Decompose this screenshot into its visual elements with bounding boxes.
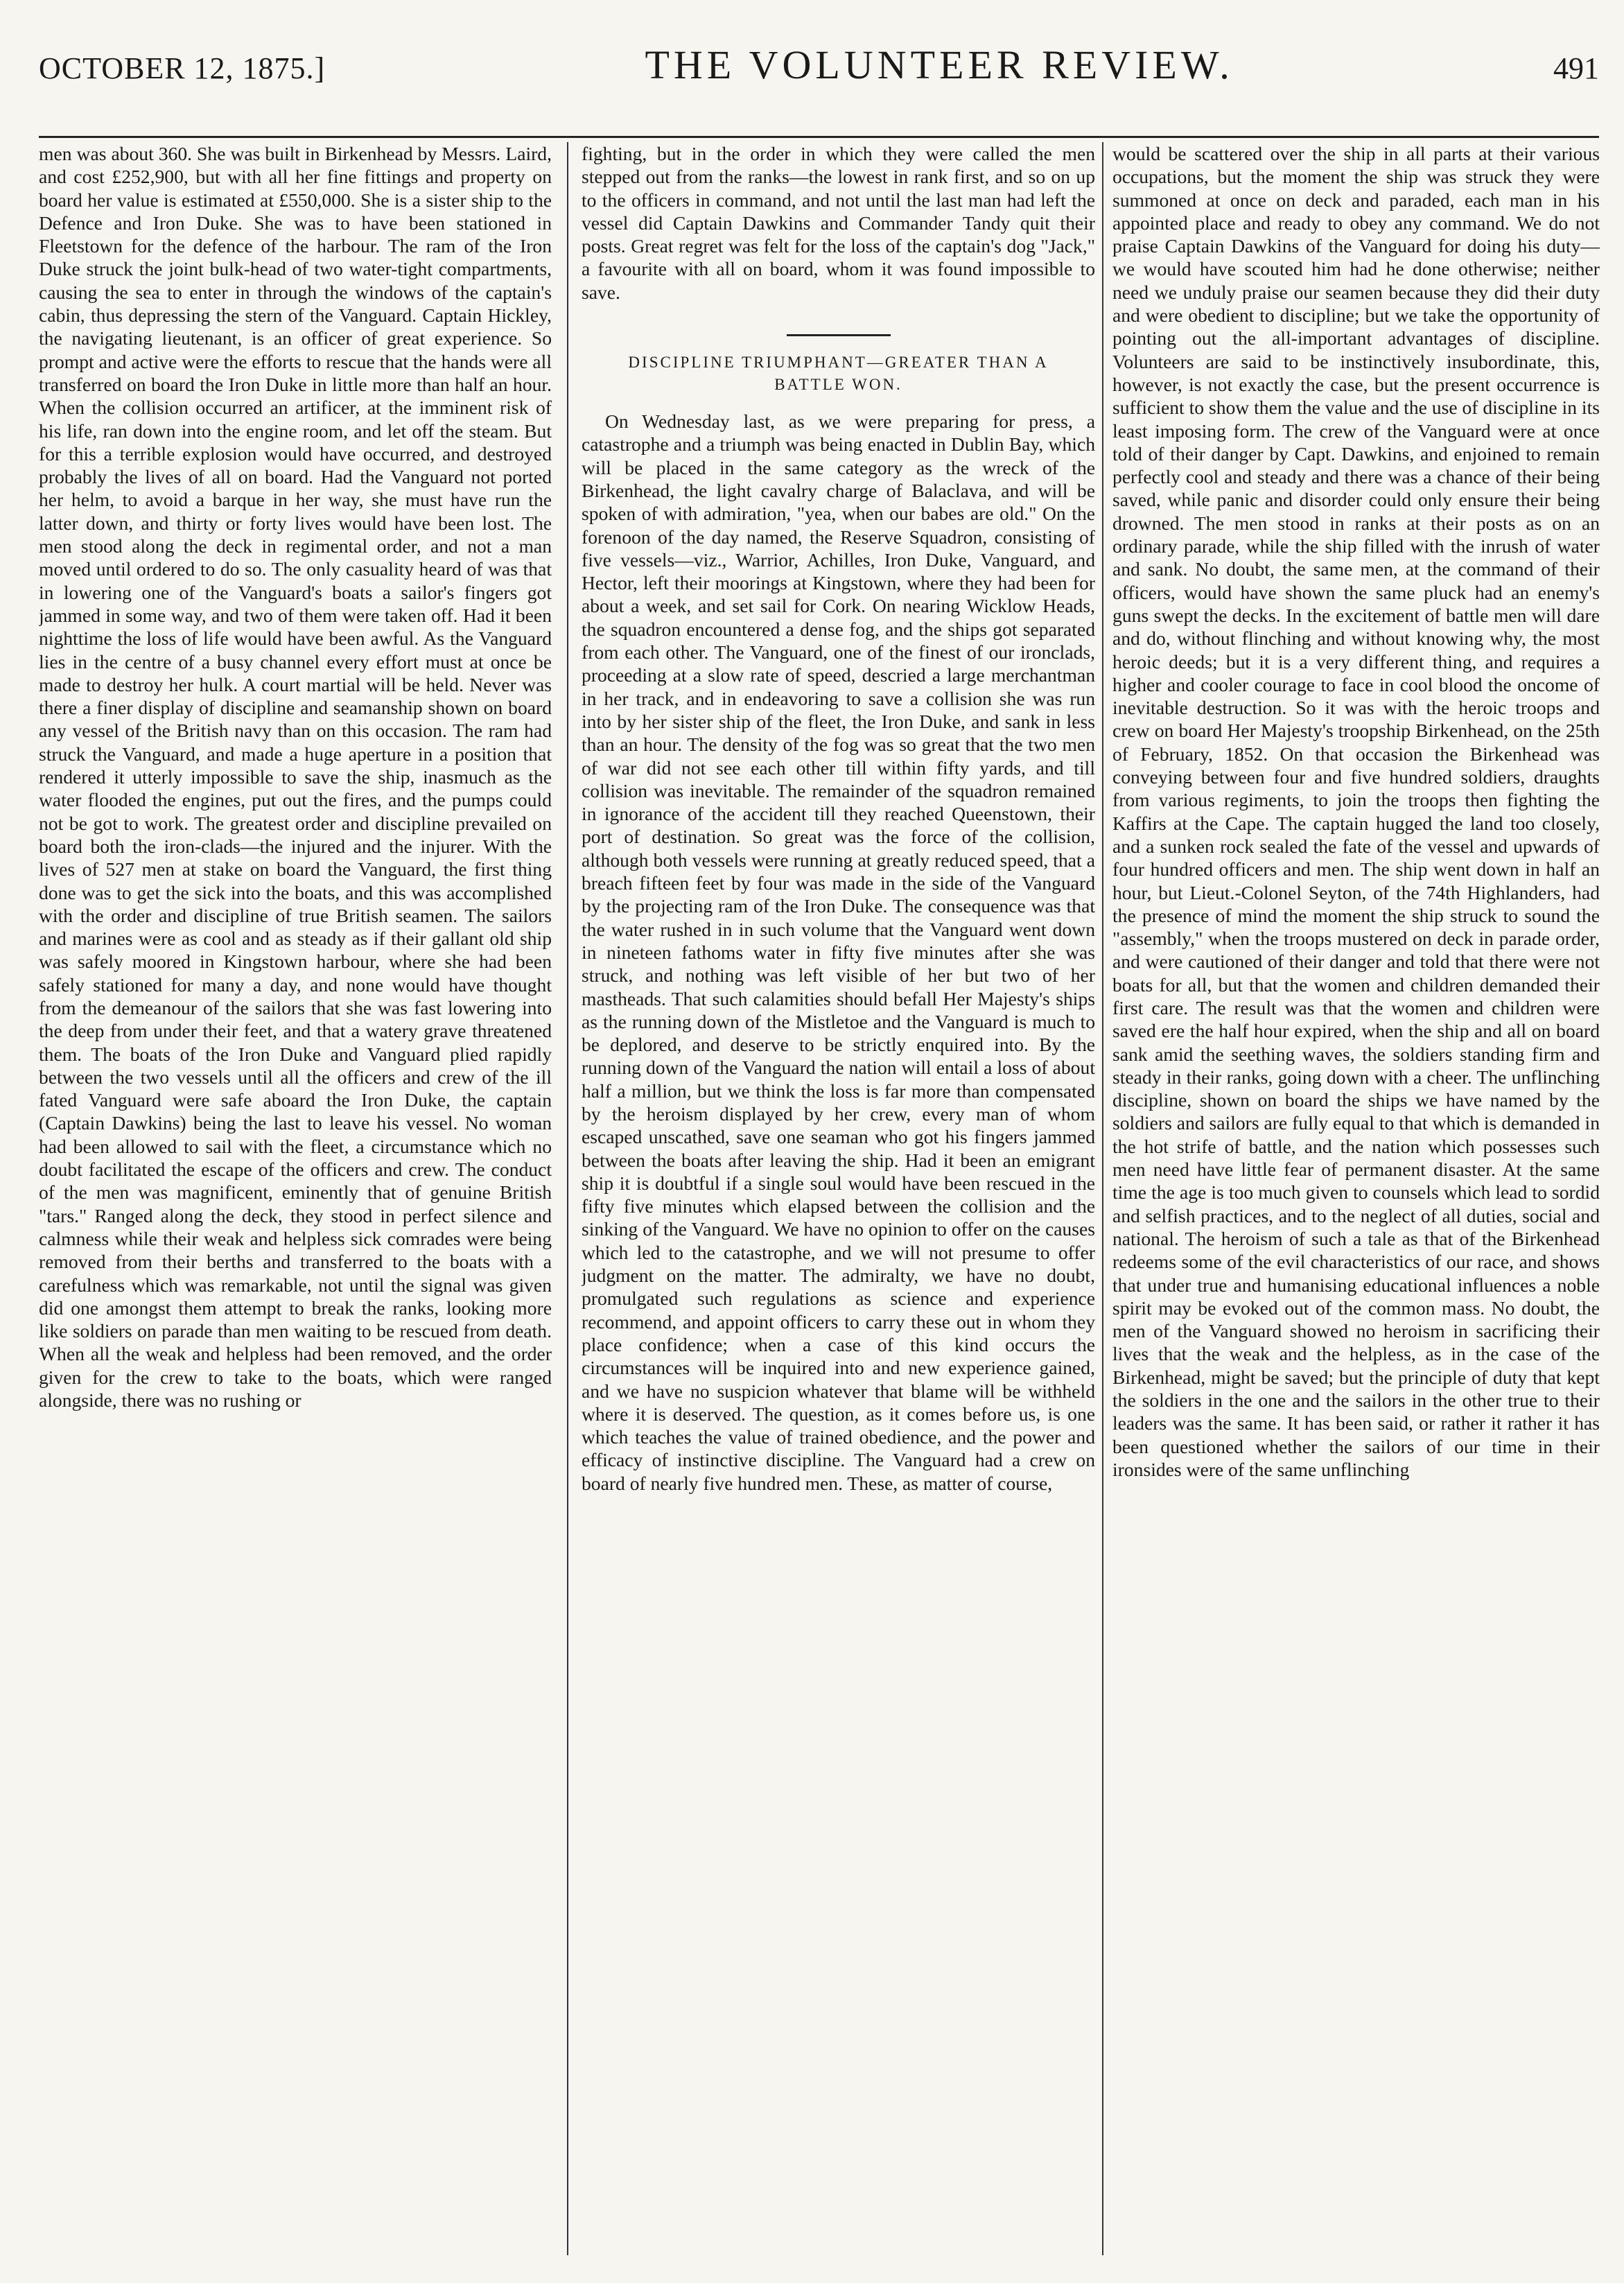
article-heading xyxy=(582,351,1095,396)
paragraph: fighting, but in the order in which they were called the men stepped out from the ranks—the lowest in rank first, and so on up to the officers in command, and not until the last man had left the vessel did Captain Dawkins and Commander Tandy quit their posts. Great regret was felt for the loss of the captain's dog "Jack," a favourite with all on board, whom it was found impossible to save. xyxy=(582,143,1095,303)
column-3 xyxy=(1112,142,1600,2255)
paragraph: would be scattered over the ship in all parts at their various occupations, but the moment the ship was struck they were summoned at once on deck and paraded, each man in his appointed place and ready to obey any command. We do not praise Captain Dawkins of the Vanguard for doing his duty—we would have scouted him had he done otherwise; neither need we unduly praise our seamen because they did their duty and were obedient to discipline; but we take the opportunity of pointing out the all-important advantages of discipline. Volunteers are said to be instinctively insubordinate, this, however, is not exactly the case, but the present occurrence is sufficient to show them the value and the use of discipline in its least imposing form. The crew of the Vanguard were at once told of their danger by Capt. Dawkins, and enjoined to remain perfectly cool and steady and there was a chance of their being saved, while panic and disorder could only ensure their being drowned. The men stood in ranks at their posts as on an ordinary parade, while the ship filled with the inrush of water and sank. No doubt, the same men, at the command of their officers, would have shown the same pluck had an enemy's guns swept the decks. In the excitement of battle men will dare and do, without flinching and without knowing why, the most heroic deeds; but it is a very different thing, and requires a higher and cooler courage to face in cool blood the oncome of inevitable destruction. So it was with the heroic troops and crew on board Her Majesty's troopship Birkenhead, on the 25th of February, 1852. On that occasion the Birkenhead was conveying between four and five hundred soldiers, draughts from various regiments, to join the troops then fighting the Kaffirs at the Cape. The captain hugged the land too closely, and a sunken rock sealed the fate of the vessel and upwards of four hundred officers and men. The ship went down in half an hour, but Lieut.-Colonel Seyton, of the 74th Highlanders, had the presence of mind the moment the ship struck to sound the "assembly," when the troops mustered on deck in parade order, and were cautioned of their danger and told that there were not boats for all, but that the women and children demanded their first care. The result was that the women and children were saved ere the half hour expired, when the ship and all on board sank amid the seething waves, the soldiers standing firm and steady in their ranks, going down with a cheer. The unflinching discipline, shown on board the ships we have named by the soldiers and sailors are fully equal to that which is demanded in the hot strife of battle, and the nation which possesses such men need have little fear of permanent disaster. At the same time the age is too much given to counsels which lead to sordid and selfish practices, and to the neglect of all duties, social and national. The heroism of such a tale as that of the Birkenhead redeems some of the evil characteristics of our race, and shows that under true and humanising educational influences a noble spirit may be evoked out of the common mass. No doubt, the men of the Vanguard showed no heroism in sacrificing their lives that the weak and the helpless, as in the case of the Birkenhead, might be saved; but the principle of duty that kept the soldiers in the one and the sailors in the other true to their leaders was the same. It has been said, or rather it rather it has been questioned whether the sailors of our time in their ironsides were of the same unflinching xyxy=(1112,143,1600,1480)
page-number: 491 xyxy=(1553,51,1599,85)
paragraph: men was about 360. She was built in Birkenhead by Messrs. Laird, and cost £252,900, but with all her fine fittings and property on board her value is estimated at £550,000. She is a sister ship to the Defence and Iron Duke. She was to have been stationed in Fleetstown for the defence of the harbour. The ram of the Iron Duke struck the joint bulk-head of two water-tight compartments, causing the sea to enter in through the windows of the captain's cabin, thus depressing the stern of the Vanguard. Captain Hickley, the navigating lieutenant, is an officer of great experience. So prompt and active were the efforts to rescue that the hands were all transferred on board the Iron Duke in little more than half an hour. When the collision occurred an artificer, at the imminent risk of his life, ran down into the engine room, and let off the steam. But for this a terrible explosion would have occurred, and destroyed probably the lives of all on board. Had the Vanguard not ported her helm, to avoid a barque in her way, she must have run the latter down, and thirty or forty lives would have been lost. The men stood along the deck in regimental order, and not a man moved until ordered to do so. The only casuality heard of was that in lowering one of the Vanguard's boats a sailor's fingers got jammed in some way, and two of them were taken off. Had it been nighttime the loss of life would have been awful. As the Vanguard lies in the centre of a busy channel every effort must at once be made to destroy her hulk. A court martial will be held. Never was there a finer display of discipline and seamanship shown on board any vessel of the British navy than on this occasion. The ram had struck the Vanguard, and made a huge aperture in a position that rendered it utterly impossible to save the ship, inasmuch as the water flooded the engines, put out the fires, and the pumps could not be got to work. The greatest order and discipline prevailed on board both the iron-clads—the injured and the injurer. With the lives of 527 men at stake on board the Vanguard, the first thing done was to get the sick into the boats, and this was accomplished with the order and discipline of true British seamen. The sailors and marines were as cool and as steady as if their gallant old ship was safely moored in Kingstown harbour, where she had been safely stationed for many a day, and none would have thought from the demeanour of the sailors that she was fast lowering into the deep from under their feet, and that a watery grave threatened them. The boats of the Iron Duke and Vanguard plied rapidly between the two vessels until all the officers and crew of the ill fated Vanguard were safe aboard the Iron Duke, the captain (Captain Dawkins) being the last to leave his vessel. No woman had been allowed to sail with the fleet, a circumstance which no doubt facilitated the escape of the officers and crew. The conduct of the men was magnificent, eminently that of genuine British "tars." Ranged along the deck, they stood in perfect silence and calmness while their weak and helpless sick comrades were being removed from their berths and transferred to the boats with a carefulness which was remarkable, not until the signal was given did one amongst them attempt to break the ranks, looking more like soldiers on parade than men waiting to be rescued from death. When all the weak and helpless had been removed, and the order given for the crew to take to the boats, which were ranged alongside, there was no rushing or xyxy=(39,143,552,1412)
header-rule xyxy=(39,136,1599,138)
column-divider xyxy=(567,142,568,2255)
column-2 xyxy=(582,142,1095,2255)
section-divider xyxy=(787,334,891,336)
article-heading-line: BATTLE WON. xyxy=(774,376,902,394)
column-divider xyxy=(1102,142,1103,2255)
column-1 xyxy=(39,142,552,2255)
publication-title: THE VOLUNTEER REVIEW. xyxy=(645,42,1234,87)
text-columns xyxy=(39,142,1599,2255)
paragraph: On Wednesday last, as we were preparing for press, a catastrophe and a triumph was being enacted in Dublin Bay, which will be placed in the same category as the wreck of the Birkenhead, the light cavalry charge of Balaclava, and will be spoken of with admiration, "yea, when our babes are old." On the forenoon of the day named, the Reserve Squadron, consisting of five vessels—viz., Warrior, Achilles, Iron Duke, Vanguard, and Hector, left their moorings at Kingstown, where they had been for about a week, and set sail for Cork. On nearing Wicklow Heads, the squadron encountered a dense fog, and the ships got separated from each other. The Vanguard, one of the finest of our ironclads, proceeding at a slow rate of speed, descried a large merchantman in her track, and in endeavoring to save a collision she was run into by her sister ship of the fleet, the Iron Duke, and sank in less than an hour. The density of the fog was so great that the two men of war did not see each other till within fifty yards, and till collision was inevitable. The remainder of the squadron remained in ignorance of the accident till they reached Queenstown, their port of destination. So great was the force of the collision, although both vessels were running at greatly reduced speed, that a breach fifteen feet by four was made in the side of the Vanguard by the projecting ram of the Iron Duke. The consequence was that the water rushed in in such volume that the Vanguard went down in nineteen fathoms water in fifty five minutes after she was struck, and nothing was left visible of her but two of her mastheads. That such calamities should befall Her Majesty's ships as the running down of the Mistletoe and the Vanguard is much to be deplored, and deserve to be strictly enquired into. By the running down of the Vanguard the nation will entail a loss of about half a million, but we think the loss is far more than compensated by the heroism displayed by her crew, every man of whom escaped unscathed, save one seaman who got his fingers jammed between the boats after leaving the ship. Had it been an emigrant ship it is doubtful if a single soul would have been rescued in the fifty five minutes which elapsed between the collision and the sinking of the Vanguard. We have no opinion to offer on the causes which led to the catastrophe, and we will not presume to offer judgment on the matter. The admiralty, we have no doubt, promulgated such regulations as science and experience recommend, and appoint officers to carry these out in whom they place confidence; when a case of this kind occurs the circumstances will be inquired into and new experience gained, and we have no suspicion whatever that blame will be withheld where it is deserved. The question, as it comes before us, is one which teaches the value of trained obedience, and the power and efficacy of instinctive discipline. The Vanguard had a crew on board of nearly five hundred men. These, as matter of course, xyxy=(582,410,1095,1494)
article-heading-line: DISCIPLINE TRIUMPHANT—GREATER THAN A xyxy=(628,354,1049,372)
issue-date: OCTOBER 12, 1875.] xyxy=(39,51,326,85)
page-header xyxy=(39,42,1599,132)
